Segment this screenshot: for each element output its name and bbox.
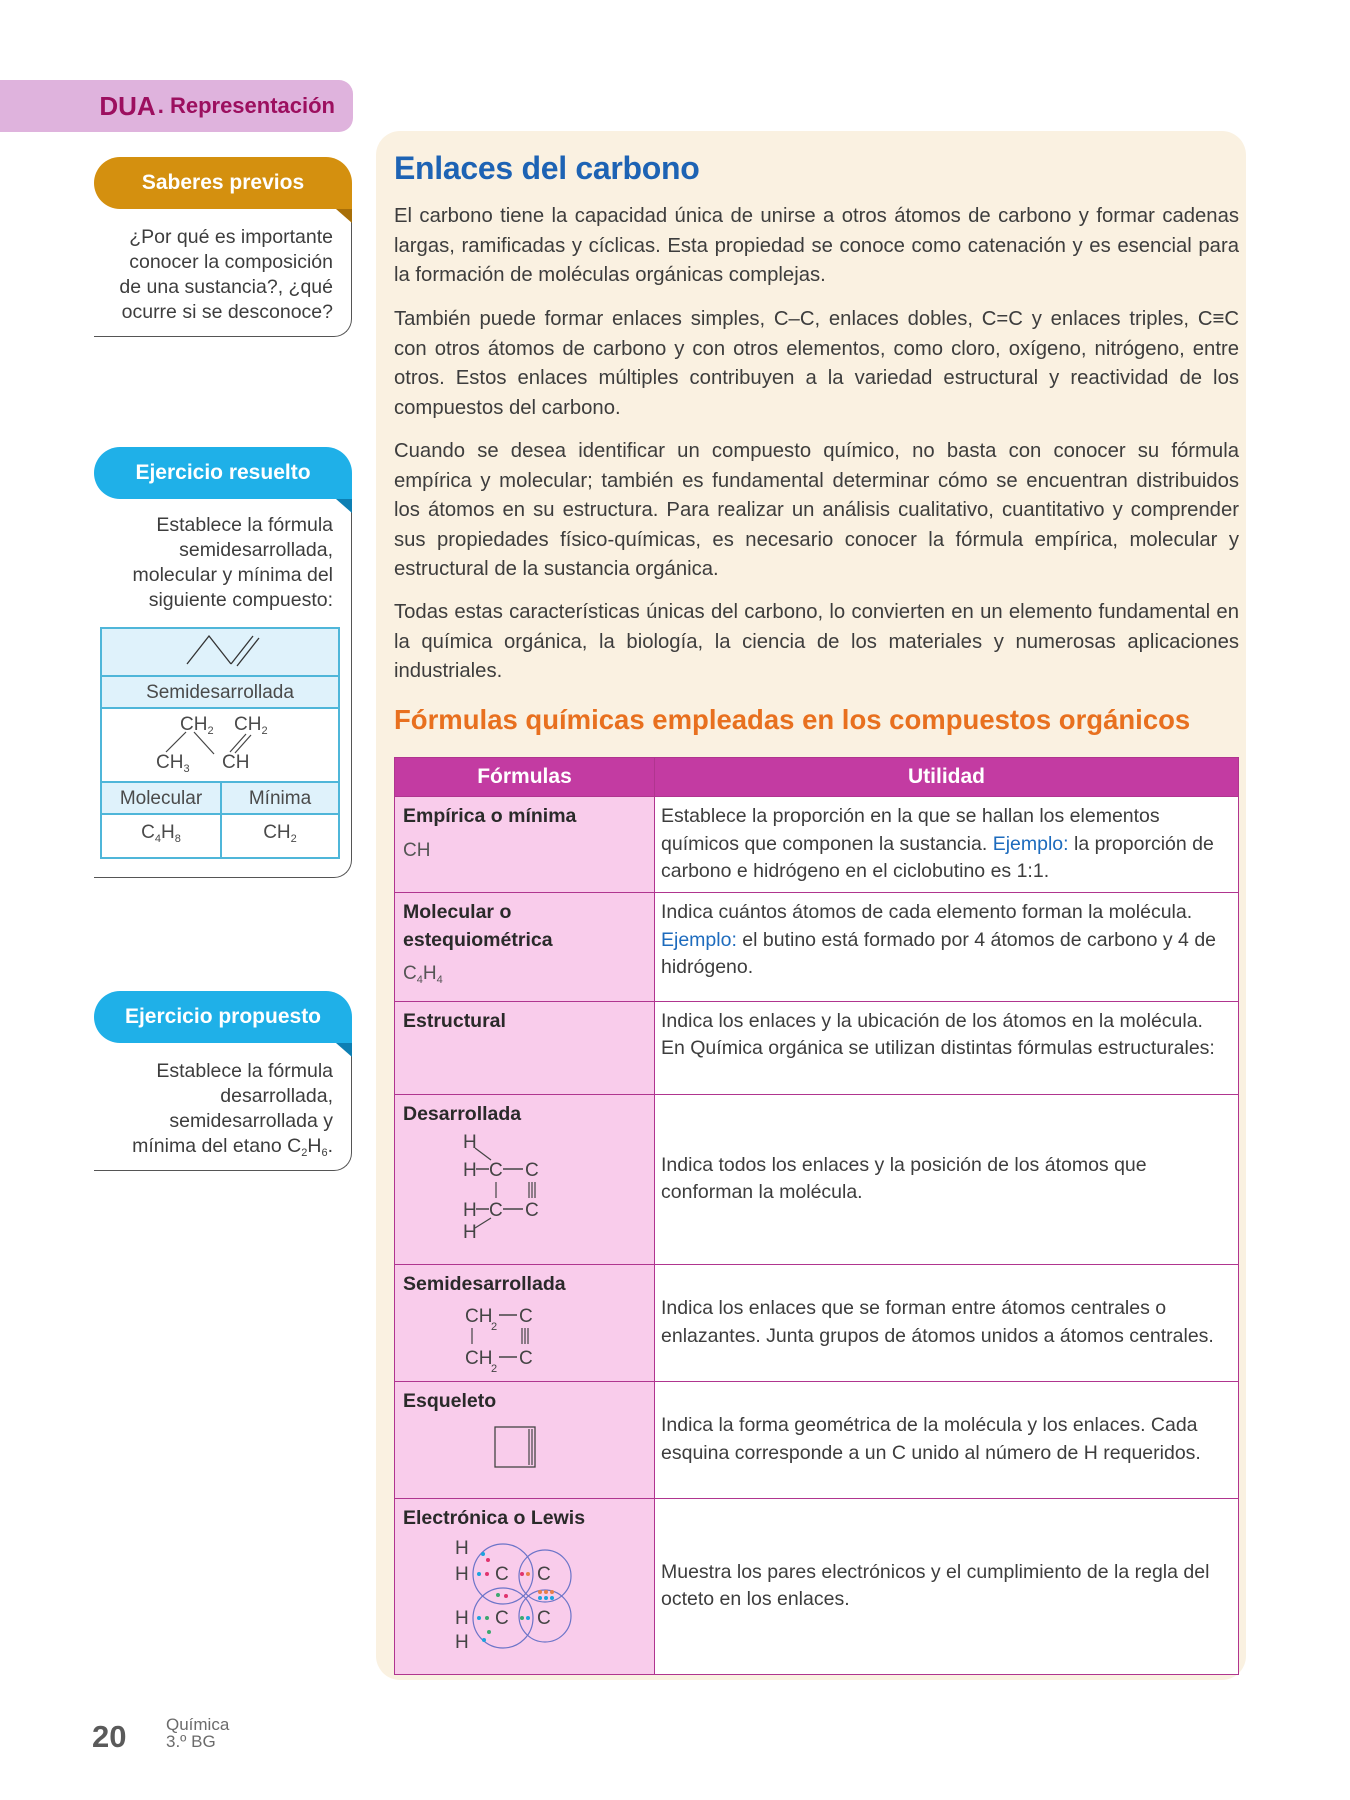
bond-lines (102, 710, 338, 780)
atom-group: $CH_3$ (156, 752, 190, 775)
svg-text:2: 2 (491, 1363, 498, 1372)
formula-description: Establece la proporción en la que se hallan los elementos químicos que componen la sustancia. Ejemplo: la proporción de carbono e hidrógeno en el ciclobutino es 1:1. (655, 797, 1239, 893)
formula-description: Muestra los pares electrónicos y el cumplimiento de la regla del octeto en los enlaces. (655, 1498, 1239, 1674)
svg-text:C: C (537, 1608, 551, 1629)
formula-type-cell (395, 1001, 655, 1094)
svg-text:C: C (495, 1608, 509, 1629)
book-info (166, 1716, 229, 1750)
formula-type-cell (395, 1264, 655, 1381)
text-line: semidesarrollada y (169, 1110, 333, 1132)
paragraph: También puede formar enlaces simples, C–C, enlaces dobles, C=C y enlaces triples, C≡C con otros átomos de carbono y con otros elementos, como cloro, oxígeno, nitrógeno, entre otros. Estos enlaces múltiples contribuyen a la variedad estructural y reactividad de los compuestos del carbono. (394, 308, 1239, 419)
semideveloped-formula-diagram (463, 1302, 563, 1372)
paragraph: Todas estas características únicas del carbono, lo convierten en un elemento fundamental en la química orgánica, la biología, la ciencia de los materiales y numerosas aplicaciones industriales. (394, 601, 1239, 682)
semidesarrollada-label: Semidesarrollada (101, 676, 339, 708)
atom-c: C (525, 1160, 539, 1181)
text-line: semidesarrollada, (179, 539, 333, 561)
fold-corner-icon (336, 1043, 352, 1057)
formula-type-cell (395, 893, 655, 1002)
semidesarrollada-structure (101, 708, 339, 782)
grade-label: 3.º BG (166, 1732, 216, 1751)
atom-group: CH (222, 752, 250, 773)
paragraph: Cuando se desea identificar un compuesto químico, no basta con conocer su fórmula empírica y molecular; también es fundamental determinar cómo se encuentran distribuidos los átomos en su estructura. Para realizar un análisis cualitativo, cuantitativo y comprender sus propiedades físico-químicas, es necesario conocer la fórmula empírica, molecular y estructural de la sustancia orgánica. (394, 440, 1239, 580)
formula-type-cell (395, 1498, 655, 1674)
atom-h: H (463, 1200, 477, 1221)
fold-corner-icon (336, 209, 352, 223)
svg-text:CH: CH (465, 1306, 493, 1327)
ejercicio-resuelto-box (94, 447, 352, 878)
formula-type-cell (395, 1381, 655, 1498)
table-row (395, 1094, 1239, 1264)
text-line: Establece la fórmula (156, 1060, 333, 1082)
section-title: Fórmulas químicas empleadas en los compuestos orgánicos (394, 704, 1191, 735)
saberes-previos-title: Saberes previos (141, 171, 305, 194)
example-label: Ejemplo: (661, 928, 737, 951)
formula-description: Indica todos los enlaces y la posición de los átomos que conforman la molécula. (655, 1094, 1239, 1264)
dua-banner (0, 80, 353, 132)
table-row (395, 797, 1239, 893)
developed-formula-diagram (463, 1132, 563, 1244)
ejercicio-resuelto-header (94, 447, 352, 499)
formula-type-label: Esqueleto (403, 1389, 497, 1412)
formula-type-label: Desarrollada (403, 1102, 522, 1125)
saberes-previos-body (94, 209, 352, 337)
table-header-row (395, 758, 1239, 797)
butene-skeletal-icon (175, 630, 265, 668)
atom-group: $CH_2$ (180, 714, 214, 737)
minima-label: Mínima (221, 782, 339, 814)
svg-text:C: C (495, 1564, 509, 1585)
svg-text:H: H (455, 1564, 469, 1585)
svg-text:C: C (537, 1564, 551, 1585)
formula-description: Indica los enlaces que se forman entre átomos centrales o enlazantes. Junta grupos de átomos unidos a átomos centrales. (655, 1264, 1239, 1381)
atom-c: C (489, 1160, 503, 1181)
lewis-structure-diagram (455, 1536, 585, 1656)
ejercicio-resuelto-body (94, 499, 352, 878)
molecular-label: Molecular (101, 782, 221, 814)
atom-h: H (463, 1160, 477, 1181)
ejercicio-table (100, 627, 340, 859)
atom-group: $CH_2$ (234, 714, 268, 737)
formula-type-cell (395, 797, 655, 893)
formula-description: Indica la forma geométrica de la molécula y los enlaces. Cada esquina corresponde a un C unido al número de H requeridos. (655, 1381, 1239, 1498)
svg-text:H: H (455, 1538, 469, 1559)
ejercicio-resuelto-title: Ejercicio resuelto (135, 461, 311, 484)
page-title: Enlaces del carbono (394, 150, 700, 186)
svg-text:C: C (519, 1306, 533, 1327)
formula-type-label: Molecular o estequiométrica (403, 901, 553, 951)
text-line: molecular y mínima del (132, 564, 333, 586)
formula-example: $C_4H_4$ (403, 963, 443, 986)
formula-type-label: Semidesarrollada (403, 1272, 566, 1295)
column-header: Fórmulas (395, 758, 655, 797)
dua-subtitle: . Representación (157, 93, 335, 118)
skeletal-formula-diagram (493, 1425, 553, 1475)
ejercicio-propuesto-title: Ejercicio propuesto (124, 1005, 322, 1028)
text-line: ¿Por qué es importante (129, 226, 333, 248)
table-row (395, 893, 1239, 1002)
svg-text:H: H (455, 1608, 469, 1629)
text-line: ocurre si se desconoce? (121, 301, 333, 323)
svg-text:2: 2 (491, 1321, 498, 1333)
saberes-previos-box (94, 157, 352, 337)
table-row (395, 1498, 1239, 1674)
minima-value: $CH_2$ (221, 814, 339, 858)
text-line: siguiente compuesto: (148, 589, 333, 611)
dua-label: DUA (99, 90, 156, 121)
svg-text:C: C (519, 1348, 533, 1369)
formula-description: Indica los enlaces y la ubicación de los átomos en la molécula. En Química orgánica se utilizan distintas fórmulas estructurales: (655, 1001, 1239, 1094)
formula-type-label: Empírica o mínima (403, 805, 577, 827)
paragraph: El carbono tiene la capacidad única de unirse a otros átomos de carbono y formar cadenas largas, ramificadas y cíclicas. Esta propiedad se conoce como catenación y es esencial para la formación de moléculas orgánicas complejas. (394, 205, 1239, 286)
table-row (395, 1381, 1239, 1498)
skeletal-structure (101, 628, 339, 676)
table-row (395, 1001, 1239, 1094)
saberes-previos-header (94, 157, 352, 209)
subject-name: Química (166, 1715, 230, 1734)
example-label: Ejemplo: (992, 832, 1069, 855)
text-line: Establece la fórmula (156, 514, 333, 536)
atom-c: C (489, 1200, 503, 1221)
table-row (395, 1264, 1239, 1381)
molecular-value: $C_4H_8$ (101, 814, 221, 858)
formula-example: CH (403, 839, 431, 861)
formula-description: Indica cuántos átomos de cada elemento forman la molécula. Ejemplo: el butino está formado por 4 átomos de carbono y 4 de hidrógeno. (655, 893, 1239, 1002)
text-line: conocer la composición (129, 251, 333, 273)
atom-c: C (525, 1200, 539, 1221)
ejercicio-propuesto-box (94, 991, 352, 1171)
formula-type-label: Estructural (403, 1009, 506, 1032)
svg-text:CH: CH (465, 1348, 493, 1369)
atom-h: H (463, 1132, 477, 1153)
formula-table (394, 757, 1239, 1675)
fold-corner-icon (336, 499, 352, 513)
column-header: Utilidad (655, 758, 1239, 797)
formula-type-label: Electrónica o Lewis (403, 1506, 586, 1529)
page-number: 20 (92, 1719, 127, 1754)
text-line: desarrollada, (220, 1085, 333, 1107)
text-line: mínima del etano $C_2H_6$. (132, 1135, 333, 1159)
ejercicio-propuesto-body (94, 1043, 352, 1171)
svg-text:H: H (455, 1632, 469, 1653)
atom-h: H (463, 1222, 477, 1243)
ejercicio-propuesto-header (94, 991, 352, 1043)
formula-type-cell (395, 1094, 655, 1264)
text-line: de una sustancia?, ¿qué (119, 276, 333, 298)
